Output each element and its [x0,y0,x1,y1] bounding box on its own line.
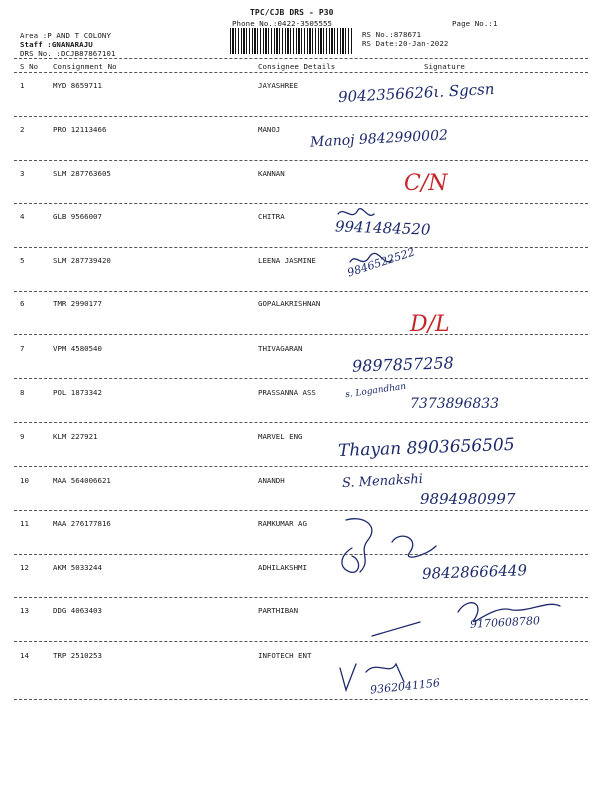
row-sno: 3 [20,169,25,178]
signature-14: 9362041156 [369,676,441,697]
row-consignment: DDG 4063403 [53,606,102,615]
signature-12: 98428666449 [421,561,528,583]
row-sno: 2 [20,125,25,134]
row-consignee: CHITRA [258,212,285,221]
row-sno: 1 [20,81,25,90]
sheet-title: TPC/CJB DRS - P30 [250,8,334,17]
staff-label: Staff :GNANARAJU [20,40,93,49]
signature-8b: 7373896833 [410,396,500,412]
signature-10a: S. Menakshi [341,471,424,492]
signature-7: 9897857258 [351,353,455,376]
signature-2: Manoj 9842990002 [309,127,449,151]
row-sno: 10 [20,476,29,485]
row-sno: 12 [20,563,29,572]
row-consignment: SLM 287763605 [53,169,111,178]
scribble-row12-loop [392,536,436,557]
signature-13: 9170608780 [469,614,541,631]
col-consignment: Consignment No [53,62,117,71]
row-consignment: VPM 4580540 [53,344,102,353]
scribble-row11-12 [342,519,372,573]
signature-4: 9941484520 [334,217,431,239]
area-label: Area :P AND T COLONY [20,31,111,40]
phone-number: Phone No.:0422-3505555 [232,19,333,28]
row-consignee: RAMKUMAR AG [258,519,307,528]
row-sno: 13 [20,606,29,615]
row-consignment: GLB 9566007 [53,212,102,221]
row-consignee: MARVEL ENG [258,432,303,441]
scribble-row13-line [372,622,420,636]
row-sno: 5 [20,256,25,265]
row-sno: 6 [20,299,25,308]
row-consignee: MANOJ [258,125,281,134]
row-consignment: POL 1873342 [53,388,102,397]
col-consignee: Consignee Details [258,62,336,71]
row-sno: 7 [20,344,25,353]
scribble-row14-sign [340,664,404,690]
signature-5: 9846522522 [345,245,417,280]
row-consignee: INFOTECH ENT [258,651,312,660]
signature-1: 9042356626ι. Sgcsn [337,79,495,107]
row-consignee: ADHILAKSHMI [258,563,307,572]
row-sno: 11 [20,519,29,528]
row-consignee: THIVAGARAN [258,344,303,353]
row-consignment: KLM 227921 [53,432,98,441]
signature-10b: 9894980997 [420,490,516,508]
scribble-row5-sign [350,253,392,262]
dl-mark: D/L [410,312,450,337]
row-consignment: SLM 287739420 [53,256,111,265]
row-consignee: LEENA JASMINE [258,256,316,265]
row-consignee: KANNAN [258,169,285,178]
row-consignment: TMR 2990177 [53,299,102,308]
row-consignee: ANANDH [258,476,285,485]
col-signature: Signature [424,62,465,71]
row-consignment: MYD 8659711 [53,81,102,90]
row-consignment: MAA 276177816 [53,519,111,528]
row-consignment: PRO 12113466 [53,125,107,134]
row-sno: 9 [20,432,25,441]
page-number: Page No.:1 [452,19,498,28]
scribble-row13-sign [458,603,560,622]
row-consignee: PARTHIBAN [258,606,299,615]
signature-8a: s. Logandhan [344,381,407,401]
scribble-row4-sign [338,209,374,216]
row-sno: 4 [20,212,25,221]
row-consignee: PRASSANNA ASS [258,388,316,397]
row-sno: 8 [20,388,25,397]
col-sno: S No [20,62,39,71]
row-sno: 14 [20,651,29,660]
rs-date: RS Date:20-Jan-2022 [362,39,449,48]
row-consignment: MAA 564006621 [53,476,111,485]
row-consignment: TRP 2510253 [53,651,102,660]
row-consignee: GOPALAKRISHNAN [258,299,321,308]
cn-mark: C/N [404,171,448,196]
signature-9: Thayan 8903656505 [337,434,515,462]
rs-number: RS No.:878671 [362,30,422,39]
drs-number: DRS No. :DCJB87867101 [20,49,116,58]
row-consignee: JAYASHREE [258,81,299,90]
row-consignment: AKM 5033244 [53,563,102,572]
